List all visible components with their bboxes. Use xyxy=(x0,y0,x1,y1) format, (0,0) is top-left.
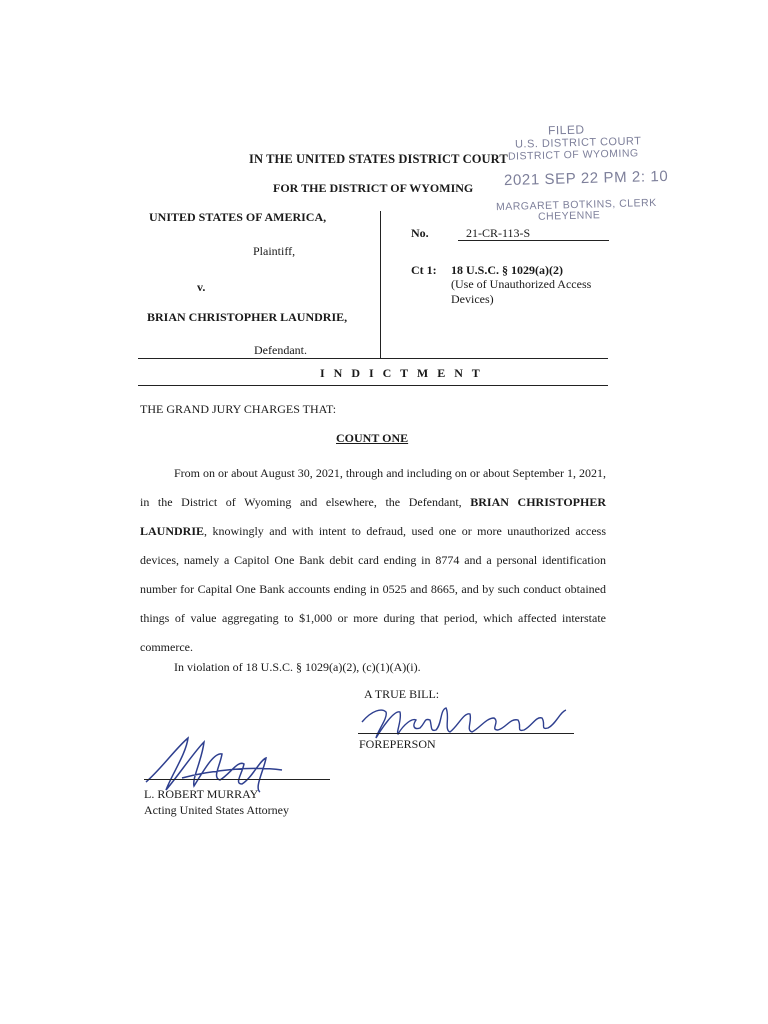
foreperson-signature-line xyxy=(358,733,574,734)
plaintiff-name: UNITED STATES OF AMERICA, xyxy=(149,210,327,224)
stamp-filed: FILED xyxy=(547,122,585,138)
charge-defendant: BRIAN CHRISTOPHER LAUNDRIE xyxy=(140,495,606,538)
plaintiff-role: Plaintiff, xyxy=(253,244,296,258)
count-heading: COUNT ONE xyxy=(336,431,409,445)
charge-paragraph xyxy=(140,459,606,662)
case-number-label: No. xyxy=(411,226,429,240)
title-rule-bottom xyxy=(138,385,608,386)
count-statute: 18 U.S.C. § 1029(a)(2) xyxy=(451,263,563,277)
court-name: IN THE UNITED STATES DISTRICT COURT xyxy=(249,152,508,166)
stamp-clerk: MARGARET BOTKINS, CLERK xyxy=(495,196,657,214)
caption-divider xyxy=(380,211,381,358)
violation-statement: In violation of 18 U.S.C. § 1029(a)(2), (c)(1)(A)(i). xyxy=(174,660,421,674)
stamp-city: CHEYENNE xyxy=(537,209,601,223)
stamp-district: DISTRICT OF WYOMING xyxy=(507,147,639,163)
charge-text-1: From on or about August 30, 2021, through and including on or about September 1, 2021, in the District of Wyoming and elsewhere, the Defendant, xyxy=(140,466,606,509)
attorney-name: L. ROBERT MURRAY xyxy=(144,787,259,801)
foreperson-label: FOREPERSON xyxy=(359,737,436,751)
foreperson-signature xyxy=(360,700,580,742)
count-label: Ct 1: xyxy=(411,263,437,277)
court-district: FOR THE DISTRICT OF WYOMING xyxy=(273,181,474,195)
true-bill-label: A TRUE BILL: xyxy=(364,687,440,701)
attorney-title: Acting United States Attorney xyxy=(144,803,289,817)
attorney-signature-line xyxy=(144,779,330,780)
case-number-underline xyxy=(458,240,609,241)
case-number: 21-CR-113-S xyxy=(466,226,531,240)
charge-intro: THE GRAND JURY CHARGES THAT: xyxy=(140,402,337,416)
defendant-role: Defendant. xyxy=(254,343,307,357)
count-description: (Use of Unauthorized Access Devices) xyxy=(451,277,592,306)
stamp-date: 2021 SEP 22 PM 2: 10 xyxy=(503,167,669,190)
defendant-name: BRIAN CHRISTOPHER LAUNDRIE, xyxy=(147,310,348,324)
document-title: I N D I C T M E N T xyxy=(320,366,483,380)
attorney-signature-stroke xyxy=(146,738,282,792)
stamp-court: U.S. DISTRICT COURT xyxy=(514,135,642,151)
versus-label: v. xyxy=(197,280,206,294)
charge-text-2: , knowingly and with intent to defraud, used one or more unauthorized access devices, namely a Capitol One Bank debit card ending in 8774 and a personal identification number for Capital One Bank accounts ending in 0525 and 8665, and by such conduct obtained things of value aggregating to $1,000 or more during that period, which affected interstate commerce. xyxy=(140,524,606,654)
title-rule-top xyxy=(138,358,608,359)
